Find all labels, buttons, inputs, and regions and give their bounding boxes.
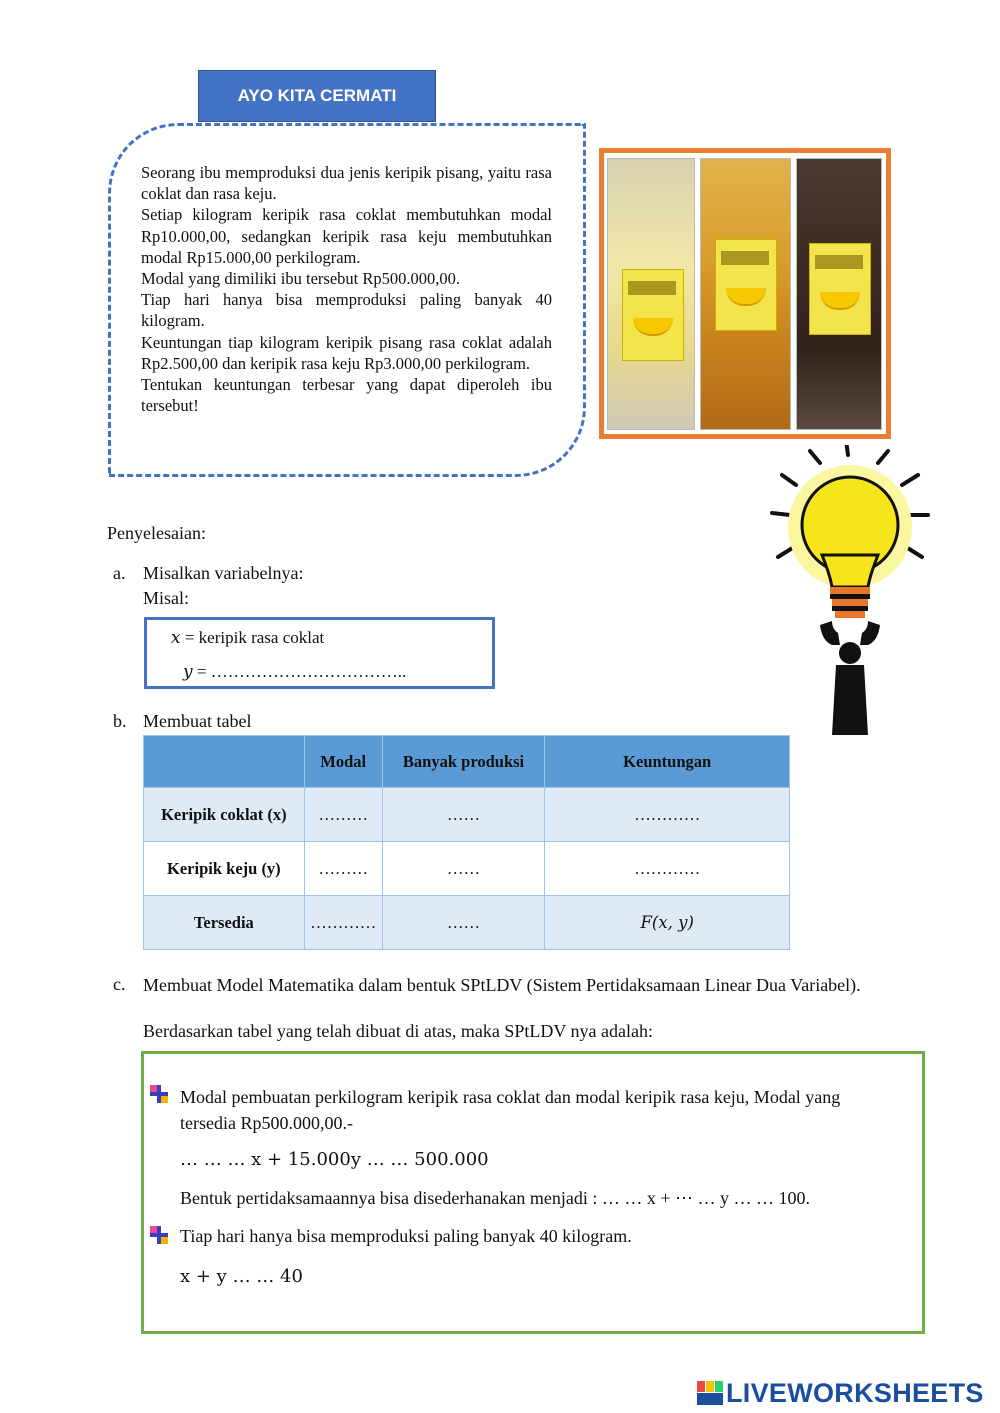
y-definition[interactable] [183,662,406,682]
row-label: Keripik coklat (x) [144,788,305,842]
capital-inequality[interactable]: … … … x + 15.000y … … 500.000 [180,1149,489,1170]
problem-line: Tentukan keuntungan terbesar yang dapat diperoleh ibu tersebut! [141,375,552,416]
table-row [144,788,790,842]
table-header: Banyak produksi [382,736,545,788]
solution-heading: Penyelesaian: [107,523,206,543]
objective-function: F(x, y) [545,896,790,950]
x-variable: x [171,628,181,648]
problem-line: Keuntungan tiap kilogram keripik pisang rasa coklat adalah Rp2.500,00 dan keripik rasa keju Rp3.000,00 perkilogram. [141,332,552,373]
bullet-plus-icon [150,1226,168,1244]
package-image [796,158,882,430]
row-label: Tersedia [144,896,305,950]
table-header [144,736,305,788]
constraint-production-text: Tiap hari hanya bisa memproduksi paling banyak 40 kilogram. [180,1226,632,1246]
constraint-capital-text: Modal pembuatan perkilogram keripik rasa coklat dan modal keripik rasa keju, Modal yang tersedia Rp500.000,00.- [180,1087,841,1133]
table-header: Modal [304,736,382,788]
table-header-row [144,736,790,788]
y-variable: y [183,662,193,682]
list-marker: c. [113,974,126,994]
table-cell-blank[interactable]: ………… [304,896,382,950]
table-cell-blank[interactable]: …… [382,788,545,842]
table-cell-blank[interactable]: ………… [545,788,790,842]
step-b-title: Membuat tabel [143,711,252,731]
x-definition-text: = keripik rasa coklat [184,628,325,647]
step-c-intro: Berdasarkan tabel yang telah dibuat di atas, maka SPtLDV nya adalah: [143,1021,654,1041]
table-cell-blank[interactable]: ……… [304,842,382,896]
problem-line: Setiap kilogram keripik rasa coklat membutuhkan modal Rp10.000,00, sedangkan keripik rasa keju membutuhkan modal Rp15.000,00 perkilogram. [141,205,552,267]
lightbulb-icon [760,445,960,735]
row-label: Keripik keju (y) [144,842,305,896]
package-image [700,158,791,430]
product-photo [599,148,891,439]
problem-line: Tiap hari hanya bisa memproduksi paling banyak 40 kilogram. [141,290,552,331]
table-row [144,842,790,896]
production-inequality[interactable]: x + y … … 40 [180,1266,303,1287]
liveworksheets-logo-icon [697,1381,723,1405]
problem-line: Modal yang dimiliki ibu tersebut Rp500.000,00. [141,269,460,289]
table-cell-blank[interactable]: …… [382,842,545,896]
list-marker: b. [113,711,127,731]
section-title-tab: AYO KITA CERMATI [198,70,436,122]
simplified-inequality[interactable]: Bentuk pertidaksamaannya bisa disederhanakan menjadi : … … x + ⋯ … y … … 100. [180,1188,811,1208]
problem-line: Seorang ibu memproduksi dua jenis keripik pisang, yaitu rasa coklat dan rasa keju. [141,163,552,204]
table-cell-blank[interactable]: ………… [545,842,790,896]
step-a-title: Misalkan variabelnya: [143,563,304,583]
production-table [143,735,790,950]
table-header: Keuntungan [545,736,790,788]
table-row [144,896,790,950]
x-definition [171,628,324,648]
step-a-sub: Misal: [143,588,190,608]
step-c-title: Membuat Model Matematika dalam bentuk SPtLDV (Sistem Pertidaksamaan Linear Dua Variabel). [143,975,861,995]
package-image [607,158,695,430]
variable-box [144,617,495,689]
problem-text [141,162,552,416]
y-definition-blank[interactable]: = …………………………….. [196,662,407,681]
table-cell-blank[interactable]: ……… [304,788,382,842]
bullet-plus-icon [150,1085,168,1103]
brand-name: LIVEWORKSHEETS [726,1378,984,1408]
table-cell-blank[interactable]: …… [382,896,545,950]
list-marker: a. [113,563,126,583]
